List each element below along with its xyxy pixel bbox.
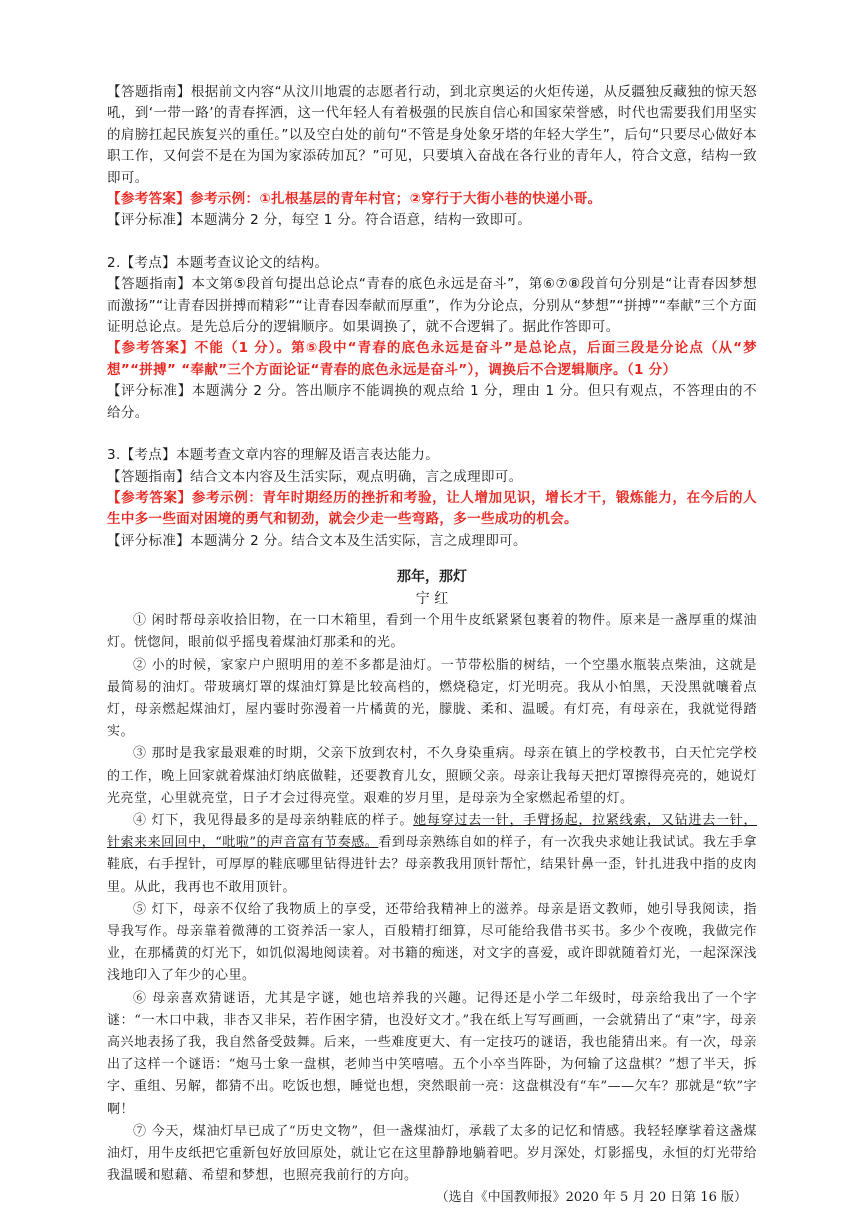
answer-section-1 xyxy=(107,82,757,232)
paragraph-4-lead: ④ 灯下，我见得最多的是母亲纳鞋底的样子。 xyxy=(133,812,414,828)
scoring-standard xyxy=(107,381,757,424)
score-text: 本题满分 2 分，每空 1 分。符合语意，结构一致即可。 xyxy=(190,212,532,229)
article-title: 那年，那灯 xyxy=(397,569,467,586)
underlined-sentence: 她每穿过去一针，手臂扬起，拉紧线索，又钻进去一针，针索来来回回中，“吡啦”的声音富有节奏感。 xyxy=(107,812,757,851)
paragraph-4-rest: 看到母亲熟练自如的样子，有一次我央求她让我试试。我左手拿鞋底，右手捏针，可厚厚的鞋底哪里钻得进针去？母亲教我用顶针帮忙，结果针鼻一歪，针扎进我中指的皮肉里。从此，我再也不敢用顶针。 xyxy=(107,835,757,895)
question-heading: 2.【考点】本题考查议论文的结构。 xyxy=(107,254,329,271)
answer-section-3 xyxy=(107,445,757,552)
guide-text: 本文第⑤段首句提出总论点“青春的底色永远是奋斗”，第⑥⑦⑧段首句分别是“让青春因梦想而激扬”“让青春因拼搏而精彩”“让青春因奉献而厚重”，作为分论点，分别从“梦想”“拼搏”“奉献”三个方面证明总论点。是先总后分的逻辑顺序。如果调换了，就不合逻辑了。据此作答即可。 xyxy=(107,276,757,336)
scoring-standard xyxy=(107,531,757,552)
score-text: 本题满分 2 分。答出顺序不能调换的观点给 1 分，理由 1 分。但只有观点，不答理由的不给分。 xyxy=(107,383,757,421)
reference-answer: 【参考答案】不能（1 分）。第⑤段中“青春的底色永远是奋斗”是总论点，后面三段是分论点（从“梦想”“拼搏” “奉献”三个方面论证“青春的底色永远是奋斗”），调换后不合逻辑顺序。（1 分） xyxy=(107,340,757,378)
answer-guide xyxy=(107,82,757,189)
article-body xyxy=(107,610,757,1187)
paragraph-3: ③ 那时是我家最艰难的时期，父亲下放到农村，不久身染重病。母亲在镇上的学校教书，白天忙完学校的工作，晚上回家就着煤油灯纳底做鞋，还要教育儿女，照顾父亲。母亲让我每天把灯罩擦得亮亮的，她说灯光亮堂，心里就亮堂，日子才会过得亮堂。艰难的岁月里，是母亲为全家燃起希望的灯。 xyxy=(107,746,757,806)
answer-guide xyxy=(107,274,757,338)
article-source: （选自《中国教师报》2020 年 5 月 20 日第 16 版） xyxy=(435,1190,747,1206)
score-tag: 【评分标准】 xyxy=(107,212,191,229)
answer-section-2 xyxy=(107,253,757,424)
paragraph-6: ⑥ 母亲喜欢猜谜语，尤其是字谜，她也培养我的兴趣。记得还是小学二年级时，母亲给我出了一个字谜：“一木口中栽，非杏又非呆，若作困字猜，也没好文才。”我在纸上写写画画，一会就猜出了“束”字，母亲高兴地表扬了我，我自然备受鼓舞。后来，一些难度更大、有一定技巧的谜语，我也能猜出来。有一次，母亲出了这样一个谜语：“炮马士象一盘棋，老帅当中笑嘻嘻。五个小卒当阵卧，为何输了这盘棋？”想了半天，拆字、重组、另解，都猜不出。吃饭也想，睡觉也想，突然眼前一亮：这盘棋没有“车”——欠车？那就是“软”字啊！ xyxy=(107,990,757,1117)
guide-tag: 【答题指南】 xyxy=(107,84,191,100)
reference-answer: 【参考答案】参考示例：青年时期经历的挫折和考验，让人增加见识，增长才干，锻炼能力，在今后的人生中多一些面对困境的勇气和韧劲，就会少走一些弯路，多一些成功的机会。 xyxy=(107,489,757,528)
scoring-standard xyxy=(107,210,757,231)
score-tag: 【评分标准】 xyxy=(107,383,192,400)
reference-answer: 【参考答案】参考示例：①扎根基层的青年村官；②穿行于大街小巷的快递小哥。 xyxy=(107,191,602,208)
paragraph-5: ⑤ 灯下，母亲不仅给了我物质上的享受，还带给我精神上的滋养。母亲是语文教师，她引导我阅读，指导我写作。母亲靠着微薄的工资养活一家人，百般精打细算，尽可能给我借书买书。多少个夜晚，我做完作业，在那橘黄的灯光下，如饥似渴地阅读着。对书籍的痴迷，对文字的喜爱，或许即就随着灯光，一起深深浅浅地印入了年少的心里。 xyxy=(107,901,757,984)
paragraph-7: ⑦ 今天，煤油灯早已成了“历史文物”，但一盏煤油灯，承载了太多的记忆和情感。我轻轻摩挲着这盏煤油灯，用牛皮纸把它重新包好放回原处，就让它在这里静静地躺着吧。岁月深处，灯影摇曳，永恒的灯光带给我温暖和慰藉、希望和梦想，也照亮我前行的方向。 xyxy=(107,1123,757,1184)
score-tag: 【评分标准】 xyxy=(107,532,191,549)
question-heading: 3.【考点】本题考查文章内容的理解及语言表达能力。 xyxy=(107,447,440,464)
paragraph-1: ① 闲时帮母亲收拾旧物，在一口木箱里，看到一个用牛皮纸紧紧包裹着的物件。原来是一盏厚重的煤油灯。恍惚间，眼前似乎摇曳着煤油灯那柔和的光。 xyxy=(107,613,757,651)
answer-guide xyxy=(107,467,757,488)
guide-text: 结合文本内容及生活实际，观点明确，言之成理即可。 xyxy=(190,468,523,485)
guide-tag: 【答题指南】 xyxy=(107,468,191,485)
paragraph-4 xyxy=(107,810,757,899)
guide-text: 根据前文内容“从汶川地震的志愿者行动，到北京奥运的火炬传递，从反疆独反藏独的惊天怒吼，到‘一带一路’的青春挥洒，这一代年轻人有着极强的民族自信心和国家荣誉感，时代也需要我们用坚实的肩膀扛起民族复兴的重任。”以及空白处的前句“不管是身处象牙塔的年轻大学生”，后句“只要尽心做好本职工作，又何尝不是在为国为家添砖加瓦？”可见，只要填入奋战在各行业的青年人，符合文意，结构一致即可。 xyxy=(107,84,757,186)
article-author: 宁 红 xyxy=(415,591,449,608)
score-text: 本题满分 2 分。结合文本及生活实际，言之成理即可。 xyxy=(190,532,527,549)
paragraph-2: ② 小的时候，家家户户照明用的差不多都是油灯。一节带松脂的树结，一个空墨水瓶装点柴油，这就是最简易的油灯。带玻璃灯罩的煤油灯算是比较高档的，燃烧稳定，灯光明亮。我从小怕黑，天没黑就嚷着点灯，母亲燃起煤油灯，屋内霎时弥漫着一片橘黄的光，朦胧、柔和、温暖。有灯亮，有母亲在，我就觉得踏实。 xyxy=(107,657,757,740)
guide-tag: 【答题指南】 xyxy=(107,276,192,293)
document-page xyxy=(107,82,757,1209)
